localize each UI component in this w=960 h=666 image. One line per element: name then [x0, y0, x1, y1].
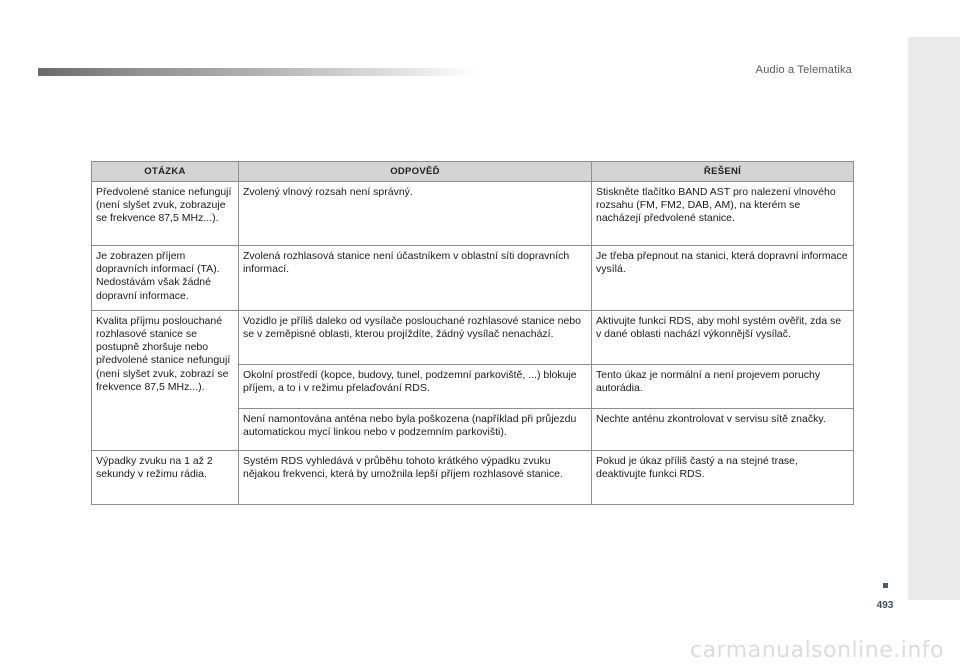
answer-cell: Není namontována anténa nebo byla poškozena (například při průjezdu automatickou mycí linkou nebo v podzemním parkovišti). — [239, 408, 592, 450]
watermark: carmanualsonline.info — [690, 638, 944, 663]
table-row — [92, 310, 854, 364]
question-cell: Předvolené stanice nefungují (není slyšet zvuk, zobrazuje se frekvence 87,5 MHz...). — [92, 182, 239, 246]
table-row — [92, 182, 854, 246]
section-title: Audio a Telematika — [755, 64, 852, 76]
answer-cell: Okolní prostředí (kopce, budovy, tunel, podzemní parkoviště, ...) blokuje příjem, a to i v režimu přelaďování RDS. — [239, 364, 592, 408]
troubleshooting-table — [91, 161, 854, 505]
solution-cell: Nechte anténu zkontrolovat v servisu sítě značky. — [592, 408, 854, 450]
header-gradient-bar — [38, 68, 478, 76]
column-header-solution: ŘEŠENÍ — [592, 162, 854, 182]
table-header-row — [92, 162, 854, 182]
column-header-question: OTÁZKA — [92, 162, 239, 182]
answer-cell: Zvolený vlnový rozsah není správný. — [239, 182, 592, 246]
answer-cell: Zvolená rozhlasová stanice není účastníkem v oblastní síti dopravních informací. — [239, 246, 592, 311]
table-row — [92, 450, 854, 504]
column-header-answer: ODPOVĚĎ — [239, 162, 592, 182]
answer-cell: Vozidlo je příliš daleko od vysílače poslouchané rozhlasové stanice nebo se v zeměpisné oblasti, kterou projíždíte, žádný vysílač nenachází. — [239, 310, 592, 364]
page-number: 493 — [876, 600, 894, 611]
solution-cell: Tento úkaz je normální a není projevem poruchy autorádia. — [592, 364, 854, 408]
page-marker-square — [883, 583, 888, 588]
solution-cell: Je třeba přepnout na stanici, která dopravní informace vysílá. — [592, 246, 854, 311]
solution-cell: Aktivujte funkci RDS, aby mohl systém ověřit, zda se v dané oblasti nachází výkonnější vysílač. — [592, 310, 854, 364]
question-cell: Je zobrazen příjem dopravních informací (TA). Nedostávám však žádné dopravní informace. — [92, 246, 239, 311]
question-cell: Kvalita příjmu poslouchané rozhlasové stanice se postupně zhoršuje nebo předvolené stanice nefungují (není slyšet zvuk, zobrazí se frekvence 87,5 MHz...). — [92, 310, 239, 450]
page-side-strip — [908, 37, 960, 600]
solution-cell: Stiskněte tlačítko BAND AST pro nalezení vlnového rozsahu (FM, FM2, DAB, AM), na kterém se nacházejí předvolené stanice. — [592, 182, 854, 246]
table-row — [92, 246, 854, 311]
answer-cell: Systém RDS vyhledává v průběhu tohoto krátkého výpadku zvuku nějakou frekvenci, která by umožnila lepší příjem rozhlasové stanice. — [239, 450, 592, 504]
question-cell: Výpadky zvuku na 1 až 2 sekundy v režimu rádia. — [92, 450, 239, 504]
solution-cell: Pokud je úkaz příliš častý a na stejné trase, deaktivujte funkci RDS. — [592, 450, 854, 504]
